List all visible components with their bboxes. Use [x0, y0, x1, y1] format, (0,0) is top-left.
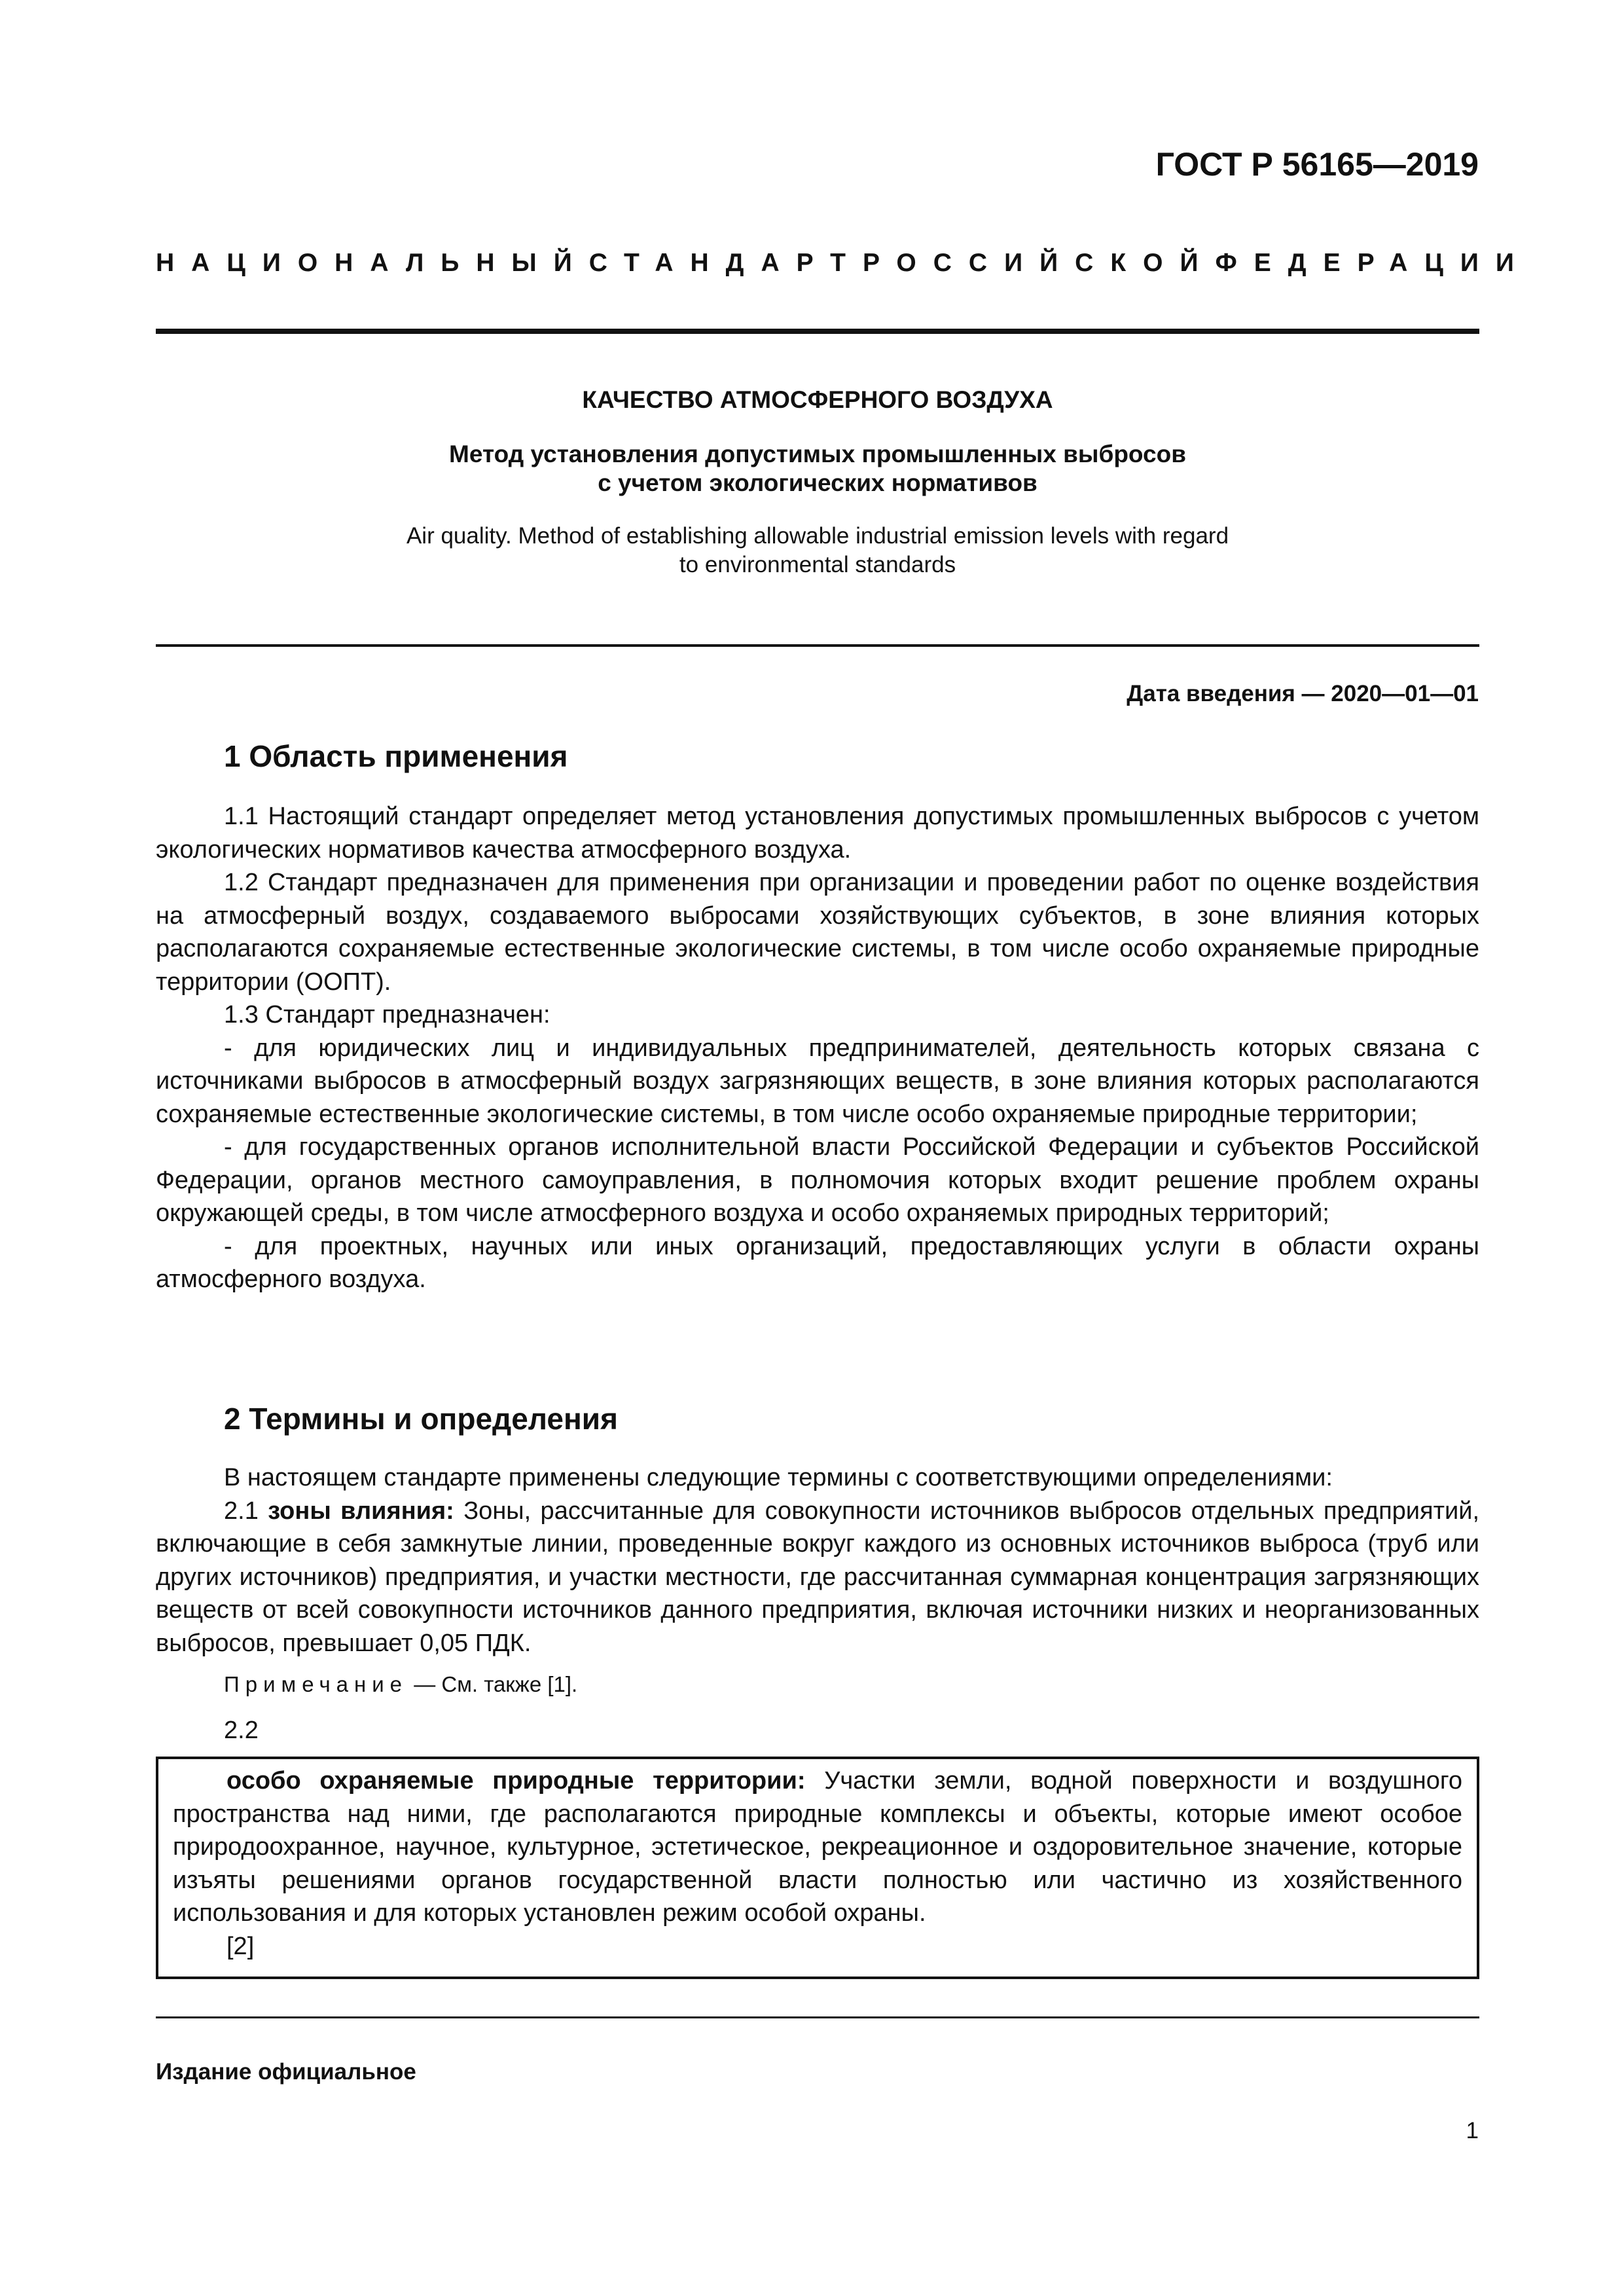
term-2-2 [173, 1764, 1462, 1930]
list-item: - для юридических лиц и индивидуальных предпринимателей, деятельность которых связана с источниками выбросов в атмосферный воздух загрязняющих веществ, в зоне влияния которых располагаются сохраняемые естественные экологические системы, в том числе особо охраняемые природные территории; [156, 1034, 1479, 1128]
clause-1-1: 1.1 Настоящий стандарт определяет метод установления допустимых промышленных выбросов с учетом экологических нормативов качества атмосферного воздуха. [156, 803, 1479, 864]
banner-word-2: СТАНДАРТ [588, 249, 863, 277]
header-rule [156, 329, 1479, 334]
section-2-intro: В настоящем стандарте применены следующие термины с соответствующими определениями: [224, 1464, 1333, 1491]
page-number: 1 [1466, 2118, 1479, 2143]
term-2-1-definition: Зоны, рассчитанные для совокупности источников выбросов отдельных предприятий, включающие в себя замкнутые линии, проведенные вокруг каждого из основных источников выброса (труб или других источников) предприятия, и участки местности, где рассчитанная суммарная концентрация загрязняющих веществ от всей совокупности источников данного предприятия, включая источники низких и неорганизованных выбросов, превышает 0,05 ПДК. [156, 1497, 1480, 1657]
introduction-date: Дата введения — 2020—01—01 [1127, 681, 1479, 706]
national-standard-banner [156, 249, 1531, 278]
banner-word-4: ФЕДЕРАЦИИ [1215, 249, 1531, 277]
official-edition-label: Издание официальное [156, 2059, 416, 2085]
english-subtitle [156, 522, 1479, 579]
section-2-body [156, 1461, 1479, 1660]
russian-subtitle [156, 440, 1479, 498]
term-2-2-definition: Участки земли, водной поверхности и воздушного пространства над ними, где располагаются природные комплексы и объекты, которые имеют особое природоохранное, научное, культурное, эстетическое, рекреационное и оздоровительное значение, которые изъяты решениями органов государственной власти полностью или частично из хозяйственного использования и для которых установлен режим особой охраны. [173, 1767, 1463, 1927]
banner-word-1: НАЦИОНАЛЬНЫЙ [156, 249, 589, 277]
term-2-2-frame [156, 1757, 1479, 1979]
russian-subtitle-line-1: Метод установления допустимых промышленных выбросов [449, 441, 1186, 467]
standard-title: КАЧЕСТВО АТМОСФЕРНОГО ВОЗДУХА [582, 386, 1053, 413]
gost-number: ГОСТ Р 56165—2019 [1155, 146, 1479, 183]
note-text: — См. также [1]. [414, 1672, 578, 1696]
english-subtitle-line-1: Air quality. Method of establishing allowable industrial emission levels with regard [406, 523, 1229, 549]
title-rule [156, 644, 1479, 647]
clause-1-2: 1.2 Стандарт предназначен для применения при организации и проведении работ по оценке воздействия на атмосферный воздух, создаваемого выбросами хозяйствующих субъектов, в зоне влияния которых располагаются сохраняемые естественные экологические системы, в том числе особо охраняемые природные территории (ООПТ). [156, 869, 1479, 996]
note [224, 1672, 577, 1697]
clause-1-3: 1.3 Стандарт предназначен: [224, 1001, 550, 1029]
term-2-2-name: особо охраняемые природные территории: [226, 1767, 806, 1795]
section-1-heading: 1 Область применения [224, 739, 568, 773]
term-2-2-number: 2.2 [224, 1717, 259, 1744]
list-item: - для государственных органов исполнительной власти Российской Федерации и субъектов Российской Федерации, органов местного самоуправления, в полномочия которых входит решение проблем охраны окружающей среды, в том числе атмосферного воздуха и особо охраняемых природных территорий; [156, 1133, 1479, 1227]
footer-rule [156, 2016, 1479, 2018]
term-2-1-number: 2.1 [224, 1497, 259, 1525]
english-subtitle-line-2: to environmental standards [679, 552, 956, 577]
term-2-1 [156, 1495, 1479, 1660]
term-2-2-source: [2] [226, 1932, 255, 1960]
section-2-heading: 2 Термины и определения [224, 1402, 618, 1436]
list-item: - для проектных, научных или иных организаций, предоставляющих услуги в области охраны атмосферного воздуха. [156, 1232, 1479, 1293]
term-2-1-name: зоны влияния: [268, 1497, 454, 1525]
banner-word-3: РОССИЙСКОЙ [862, 249, 1216, 277]
section-1-body [156, 800, 1479, 1296]
russian-subtitle-line-2: с учетом экологических нормативов [598, 469, 1038, 496]
note-label: Примечание [224, 1672, 408, 1696]
